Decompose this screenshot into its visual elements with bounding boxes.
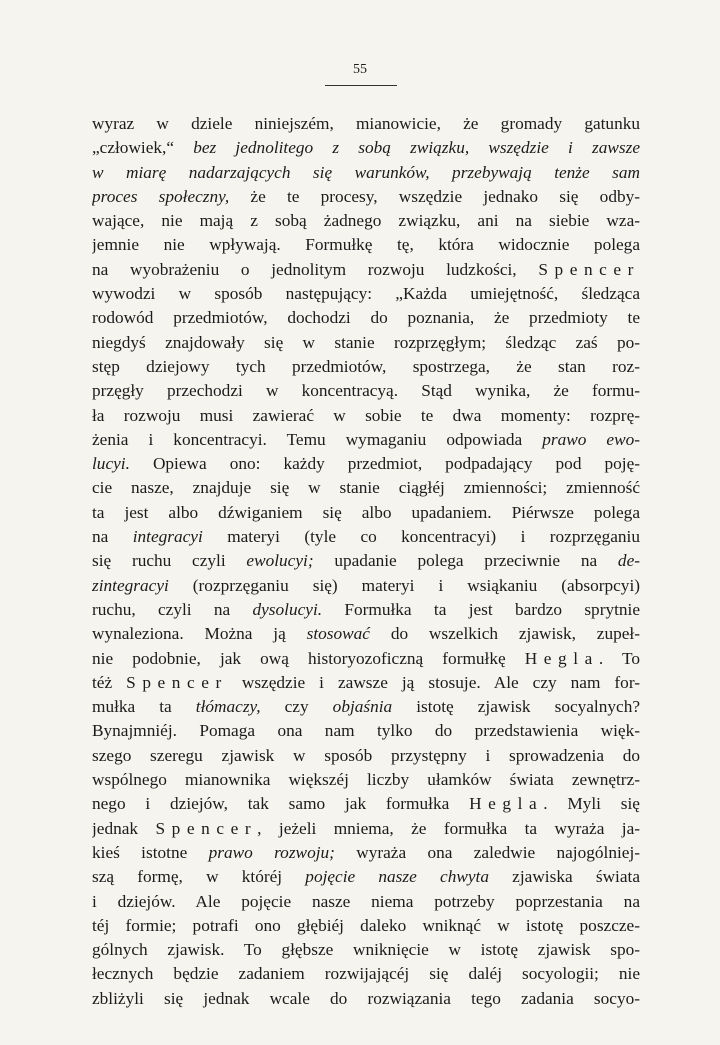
text-line <box>92 161 640 185</box>
text-span: wspólnego mianownika większéj liczby ułamków świata zewnętrz- <box>92 770 640 790</box>
text-line <box>92 452 640 476</box>
italic-span: pojęcie nasze chwyta <box>305 867 489 887</box>
text-line <box>92 647 640 671</box>
text-line <box>92 209 640 233</box>
text-line <box>92 841 640 865</box>
text-span: jemnie nie wpływają. Formułkę tę, która widocznie polega <box>92 235 640 255</box>
italic-span: ewolucyi; <box>246 551 314 571</box>
text-line <box>92 525 640 549</box>
text-span: Opiewa ono: każdy przedmiot, podpadający pod poję- <box>129 454 640 474</box>
text-span: żenia i koncentracyi. Temu wymaganiu odpowiada <box>92 429 543 449</box>
text-line <box>92 622 640 646</box>
text-span: wające, nie mają z sobą żadnego związku, ani na siebie wza- <box>92 211 640 231</box>
text-span: téj formie; potrafi ono głębiéj daleko wniknąć w istotę poszcze- <box>92 915 640 935</box>
body-text <box>92 112 640 1011</box>
text-span: kieś istotne <box>92 842 209 862</box>
text-line <box>92 962 640 986</box>
text-span: rodowód przedmiotów, dochodzi do poznania, że przedmioty te <box>92 308 640 328</box>
text-line <box>92 695 640 719</box>
spaced-name: Hegla <box>469 794 544 814</box>
text-span: Bynajmniéj. Pomaga ona nam tylko do przedstawienia więk- <box>92 721 640 741</box>
italic-span: objaśnia <box>332 697 393 717</box>
italic-span: prawo rozwoju; <box>208 842 335 862</box>
italic-span: bez jednolitego z sobą związku, wszędzie i zawsze <box>193 138 640 158</box>
text-line <box>92 719 640 743</box>
text-line <box>92 744 640 768</box>
text-span: wszędzie i zawsze ją stosuje. Ale czy nam for- <box>227 672 640 692</box>
italic-span: de- <box>617 551 640 571</box>
text-line <box>92 671 640 695</box>
text-span: , jeżeli mniema, że formułka ta wyraża ja- <box>257 818 640 838</box>
text-span: ta jest albo dźwiganiem się albo upadaniem. Piérwsze polega <box>92 502 640 522</box>
text-line <box>92 331 640 355</box>
spaced-name: Spencer <box>155 818 258 838</box>
text-line <box>92 501 640 525</box>
text-span: (rozprzęganiu się) materyi i wsiąkaniu (absorpcyi) <box>168 575 640 595</box>
text-line <box>92 914 640 938</box>
text-span: łecznych będzie zadaniem rozwijającéj się daléj socyologii; nie <box>92 964 640 984</box>
text-line <box>92 865 640 889</box>
text-span: zbliżyli się jednak wcale do rozwiązania tego zadania socyo- <box>92 988 640 1008</box>
italic-span: dysolucyi. <box>252 599 323 619</box>
text-span: mułka ta <box>92 697 196 717</box>
text-line <box>92 379 640 403</box>
text-line <box>92 136 640 160</box>
text-line <box>92 549 640 573</box>
text-span: Formułka ta jest bardzo sprytnie <box>322 599 640 619</box>
text-span: . Myli się <box>543 794 640 814</box>
text-span: ła rozwoju musi zawierać w sobie te dwa momenty: rozprę- <box>92 405 640 425</box>
text-span: téż <box>92 672 127 692</box>
text-span: przęgły przechodzi w koncentracyą. Stąd wynika, że formu- <box>92 381 640 401</box>
italic-span: w miarę nadarzających się warunków, przebywają tenże sam <box>92 162 640 182</box>
text-span: do wszelkich zjawisk, zupeł- <box>369 624 640 644</box>
italic-span: prawo ewo- <box>542 429 640 449</box>
page-number-rule <box>325 85 397 86</box>
text-line <box>92 185 640 209</box>
text-span: wyraz w dziele niniejszém, mianowicie, że gromady gatunku <box>92 114 640 133</box>
text-span: i dziejów. Ale pojęcie nasze niema potrzeby poprzestania na <box>92 891 640 911</box>
text-line <box>92 428 640 452</box>
text-span: stęp dziejowy tych przedmiotów, spostrzega, że stan roz- <box>92 356 640 376</box>
text-span: wyraża ona zaledwie najogólniej- <box>334 842 640 862</box>
italic-span: zintegracyi <box>92 575 169 595</box>
italic-span: lucyi. <box>92 454 130 474</box>
text-line <box>92 112 640 136</box>
text-span: niegdyś znajdowały się w stanie rozprzęgłym; śledząc zaś po- <box>92 332 640 352</box>
text-span: szą formę, w któréj <box>92 867 306 887</box>
text-line <box>92 987 640 1011</box>
text-span: jednak <box>92 818 156 838</box>
text-span: że te procesy, wszędzie jednako się odby- <box>229 186 640 206</box>
text-span: „człowiek,“ <box>92 138 194 158</box>
text-line <box>92 233 640 257</box>
italic-span: proces społeczny, <box>92 186 230 206</box>
italic-span: tłómaczy, <box>195 697 261 717</box>
text-line <box>92 574 640 598</box>
text-span: materyi (tyle co koncentracyi) i rozprzęganiu <box>202 527 640 547</box>
text-span: się ruchu czyli <box>92 551 247 571</box>
text-span: na <box>92 527 133 547</box>
page-number: 55 <box>353 62 367 77</box>
italic-span: integracyi <box>132 527 203 547</box>
text-line <box>92 938 640 962</box>
text-line <box>92 306 640 330</box>
text-line <box>92 817 640 841</box>
text-line <box>92 890 640 914</box>
text-span: ruchu, czyli na <box>92 599 253 619</box>
text-line <box>92 258 640 282</box>
text-span: czy <box>260 697 333 717</box>
text-line <box>92 476 640 500</box>
text-span: szego szeregu zjawisk w sposób przystępny i sprowadzenia do <box>92 745 640 765</box>
text-line <box>92 282 640 306</box>
spaced-name: Spencer <box>538 259 640 279</box>
text-line <box>92 792 640 816</box>
text-span: nego i dziejów, tak samo jak formułka <box>92 794 470 814</box>
text-span: gólnych zjawisk. To głębsze wniknięcie w istotę zjawisk spo- <box>92 940 640 960</box>
spaced-name: Hegla <box>524 648 599 668</box>
text-span: zjawiska świata <box>488 867 640 887</box>
text-span: wywodzi w sposób następujący: „Każda umiejętność, śledząca <box>92 284 640 304</box>
italic-span: stosować <box>306 624 370 644</box>
text-span: wynaleziona. Można ją <box>92 624 307 644</box>
text-line <box>92 598 640 622</box>
text-span: nie podobnie, jak ową historyozoficzną formułkę <box>92 648 525 668</box>
text-line <box>92 355 640 379</box>
text-span: istotę zjawisk socyalnych? <box>392 697 640 717</box>
text-line <box>92 404 640 428</box>
spaced-name: Spencer <box>126 672 228 692</box>
text-span: upadanie polega przeciwnie na <box>313 551 618 571</box>
text-line <box>92 768 640 792</box>
text-span: . To <box>598 648 640 668</box>
text-span: na wyobrażeniu o jednolitym rozwoju ludzkości, <box>92 259 539 279</box>
text-span: cie nasze, znajduje się w stanie ciągłéj zmienności; zmienność <box>92 478 640 498</box>
